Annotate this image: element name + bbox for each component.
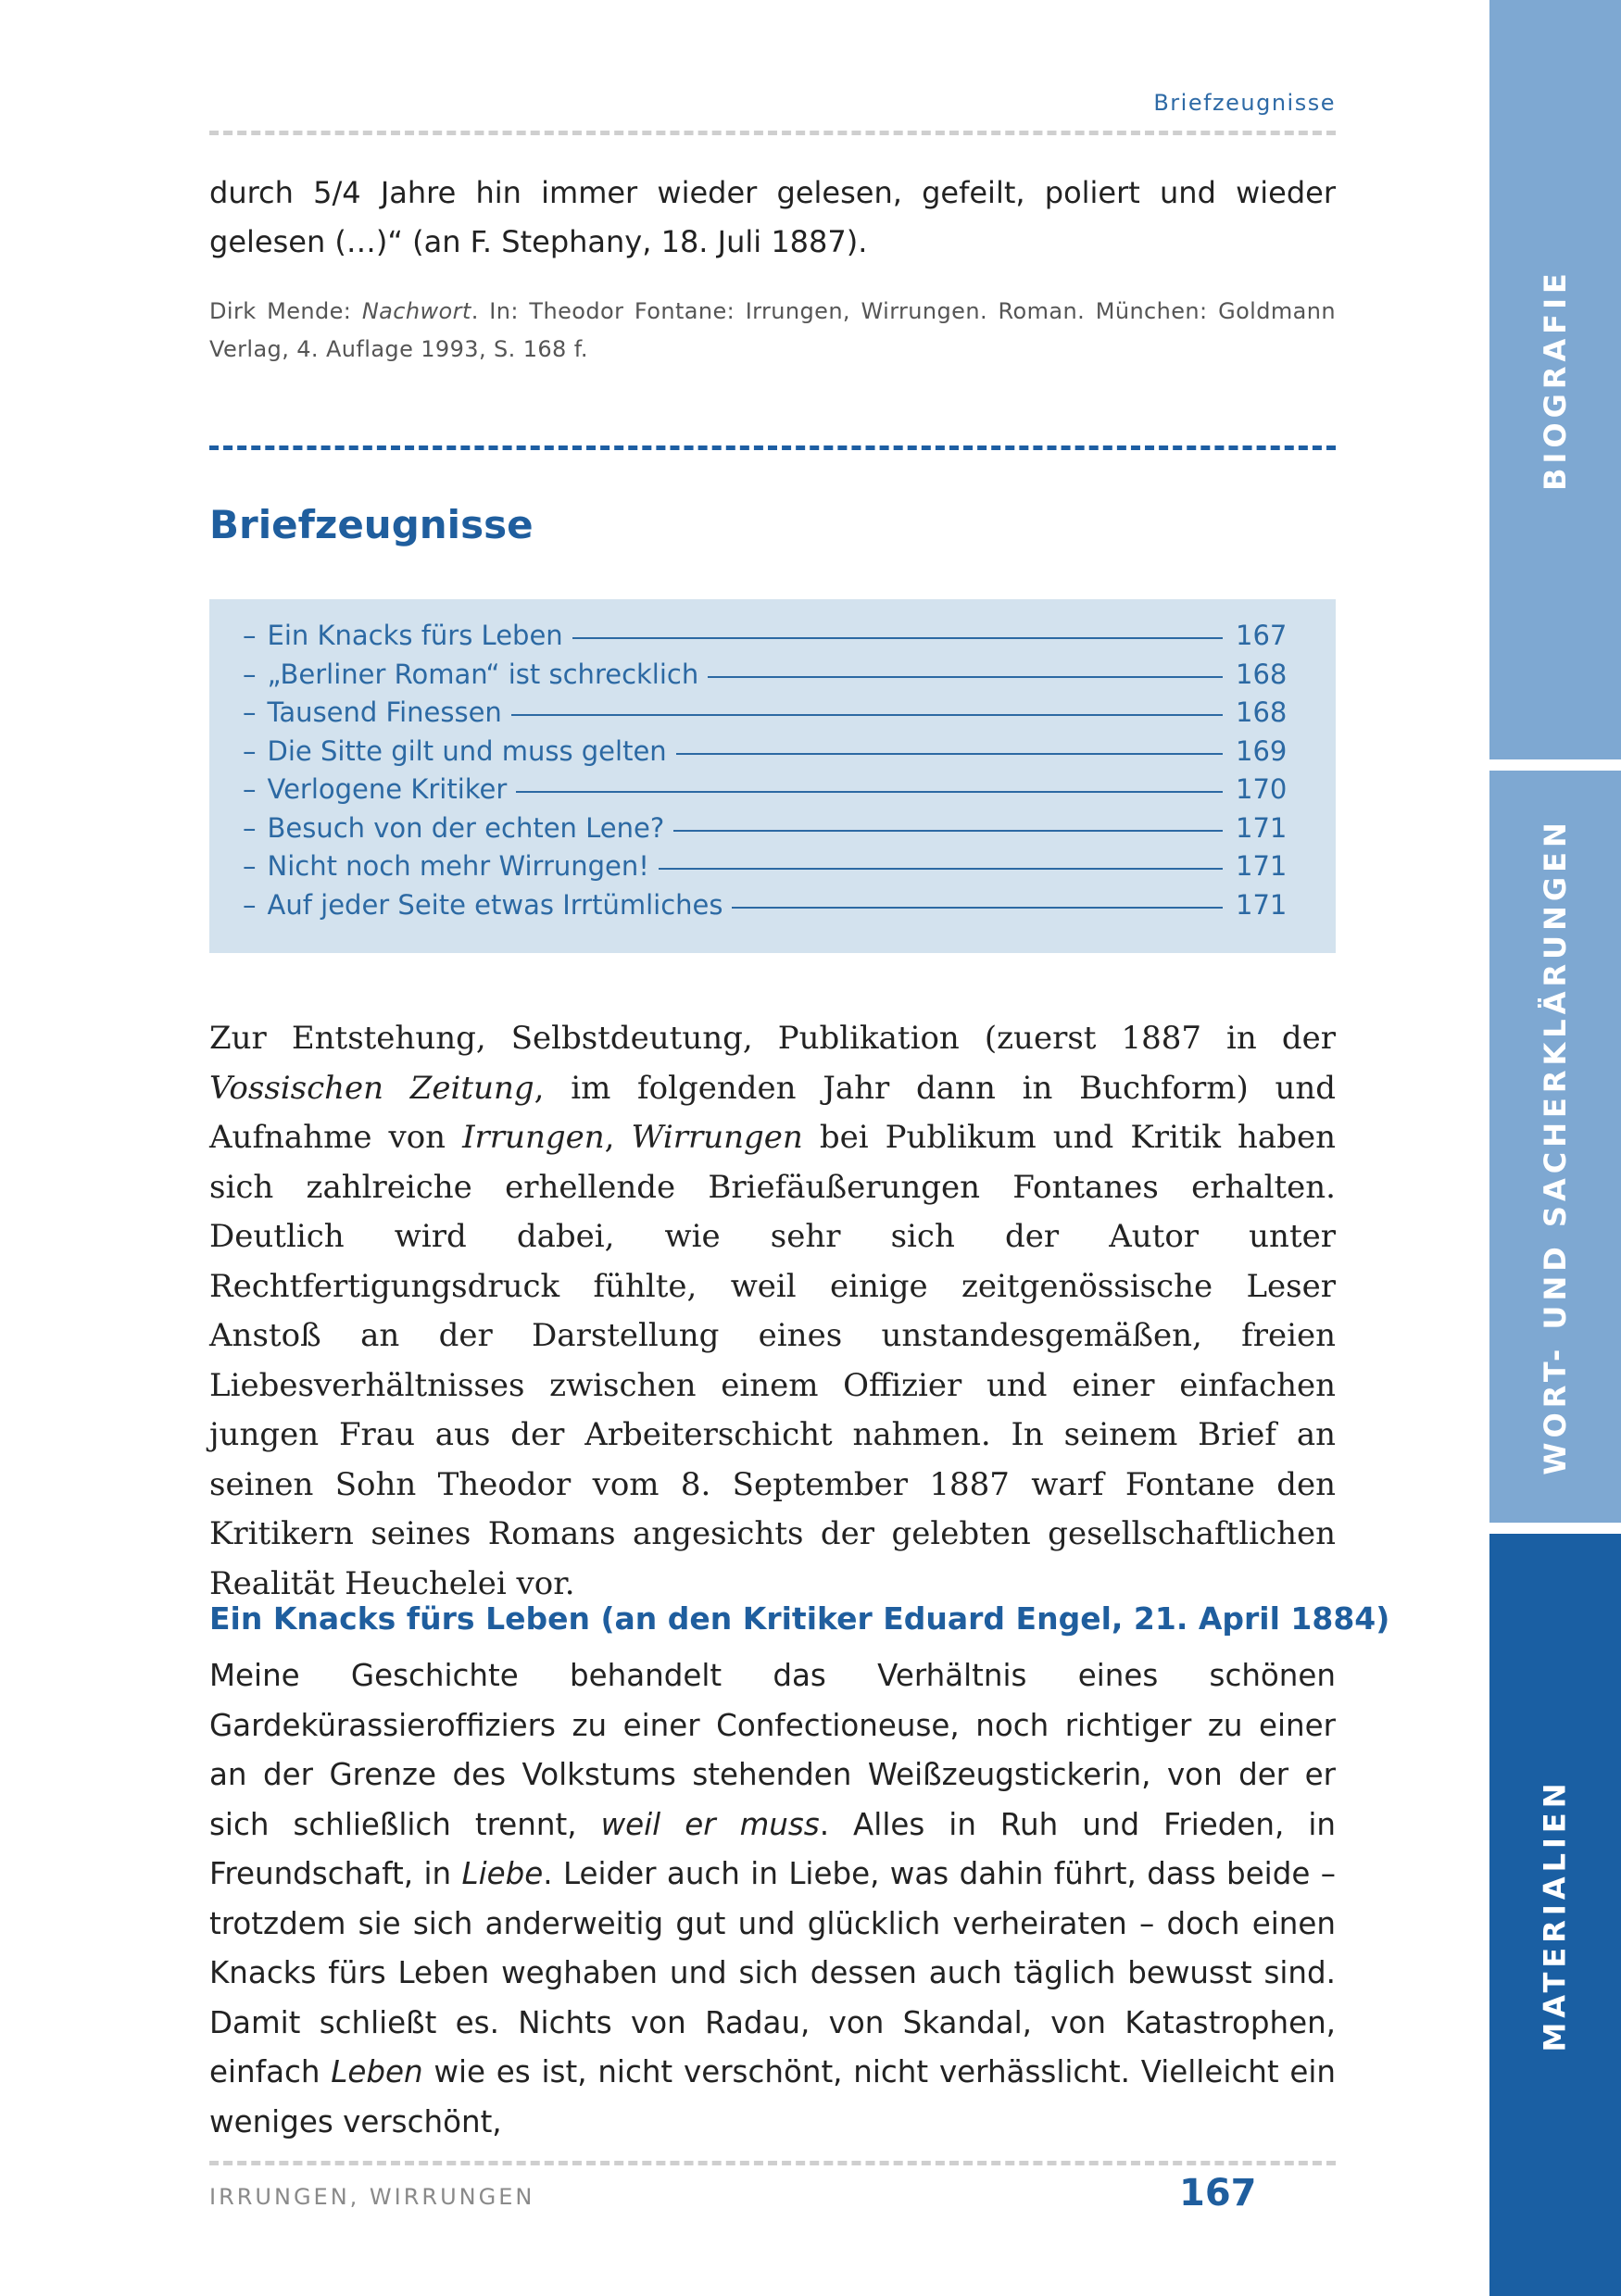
toc-item-label: Tausend Finessen [267,696,502,728]
toc-leader-line [708,676,1223,678]
toc-item[interactable] [243,888,1288,928]
tab-wort-und-sacherklaerungen[interactable] [1489,771,1621,1523]
tab-biografie-label: BIOGRAFIE [1538,269,1574,491]
text-run: wie es ist, nicht verschönt, nicht verhässlicht. Vielleicht ein weniges verschönt, [209,2054,1336,2139]
toc-dash: – [243,811,257,844]
toc-item-label: Nicht noch mehr Wirrungen! [267,850,649,882]
toc-item-label: Ein Knacks fürs Leben [267,620,563,651]
toc-page-number: 170 [1236,773,1288,805]
toc-leader-line [516,791,1223,793]
toc-list [243,620,1288,927]
toc-dash: – [243,696,257,728]
section-title: Briefzeugnisse [209,502,534,547]
toc-leader-line [659,868,1223,870]
toc-dash: – [243,773,257,805]
text-run: Meine Geschichte behandelt das Verhältnis eines schönen Gardekürassierofﬁziers zu einer Confectioneuse, noch richtiger zu einer an der Grenze des Volkstums stehenden Weißzeugstickerin, von der er sich schließlich trennt, [209,1658,1336,1842]
italic-run: Vossischen Zeitung [209,1069,534,1107]
page-number: 167 [1179,2172,1257,2214]
toc-leader-line [673,830,1223,832]
toc-item-label: Die Sitte gilt und muss gelten [267,734,667,767]
footer-divider [209,2161,1336,2165]
toc-dash: – [243,850,257,882]
toc-dash: – [243,888,257,921]
toc-leader-line [732,907,1223,909]
toc-item[interactable] [243,658,1288,697]
source-citation [209,293,1336,369]
toc-page-number: 171 [1236,811,1288,844]
toc-item[interactable] [243,773,1288,812]
text-run: . Leider auch in Liebe, was dahin führt, dass beide – trotzdem sie sich anderweitig gut und glücklich verheiraten – doch einen Knacks fürs Leben weghaben und sich dessen auch täglich bewusst sind. Damit schließt es. Nichts von Radau, von Skandal, von Katastrophen, einfach [209,1856,1336,2089]
text-run: , [604,1119,632,1156]
text-run: , im folgenden Jahr dann in Buchform) und Aufnahme von [209,1069,1336,1156]
letter-paragraph [209,1651,1336,2147]
italic-run: Irrungen [462,1119,605,1156]
toc-item-label: Auf jeder Seite etwas Irrtümliches [267,888,723,921]
italic-run: Wirrungen [631,1119,803,1156]
toc-page-number: 169 [1236,734,1288,767]
toc-item-label: „Berliner Roman“ ist schrecklich [267,658,699,690]
running-head: Briefzeugnisse [1153,90,1336,116]
toc-page-number: 167 [1236,620,1288,651]
tab-materialien-label: MATERIALIEN [1538,1777,1573,2052]
toc-item[interactable] [243,850,1288,889]
footer-book-title: IRRUNGEN, WIRRUNGEN [209,2184,535,2210]
section-divider [209,445,1336,450]
toc-page-number: 168 [1236,658,1288,690]
source-title: Nachwort [361,298,471,324]
toc-dash: – [243,620,257,651]
source-details: . In: Theodor Fontane: Irrungen, Wirrungen. Roman. München: Goldmann Verlag, 4. Auflage 1993, S. 168 f. [209,298,1336,362]
toc-item[interactable] [243,620,1288,659]
toc-item-label: Verlogene Kritiker [267,773,508,805]
tab-materialien[interactable] [1489,1534,1621,2296]
intro-paragraph [209,1014,1336,1609]
toc-item[interactable] [243,696,1288,735]
toc-leader-line [511,714,1223,716]
toc-leader-line [676,753,1223,755]
tab-wort-label: WORT- UND SACHERKLÄRUNGEN [1538,818,1573,1475]
toc-page-number: 171 [1236,888,1288,921]
intro-continuation: durch 5/4 Jahre hin immer wieder gelesen, gefeilt, poliert und wieder gelesen (…)“ (an F. Stephany, 18. Juli 1887). [209,175,1336,259]
table-of-contents [209,599,1336,953]
toc-dash: – [243,734,257,767]
toc-page-number: 171 [1236,850,1288,882]
source-author: Dirk Mende: [209,298,362,324]
toc-item-label: Besuch von der echten Lene? [267,811,665,844]
toc-page-number: 168 [1236,696,1288,728]
text-run: . Alles in Ruh und Frieden, in Freundschaft, in [209,1806,1336,1891]
header-divider [209,131,1336,135]
text-run: Zur Entstehung, Selbstdeutung, Publikation (zuerst 1887 in der [209,1020,1336,1057]
letter-heading: Ein Knacks fürs Leben (an den Kritiker Eduard Engel, 21. April 1884) [209,1600,1390,1637]
italic-run: Leben [331,2054,423,2089]
italic-run: weil er muss [600,1806,820,1842]
toc-leader-line [572,637,1223,639]
tab-biografie[interactable] [1489,0,1621,759]
toc-item[interactable] [243,811,1288,851]
italic-run: Liebe [461,1856,544,1891]
toc-dash: – [243,658,257,690]
text-run: bei Publikum und Kritik haben sich zahlreiche erhellende Briefäußerungen Fontanes erhalten. Deutlich wird dabei, wie sehr sich der Autor unter Rechtfertigungsdruck fühlte, weil einige zeitgenössische Leser Anstoß an der Darstellung eines unstandesgemäßen, freien Liebesverhältnisses zwischen einem Offizier und einer einfachen jungen Frau aus der Arbeiterschicht nahmen. In seinem Brief an seinen Sohn Theodor vom 8. September 1887 warf Fontane den Kritikern seines Romans angesichts der gelebten gesellschaftlichen Realität Heuchelei vor. [209,1119,1336,1602]
toc-item[interactable] [243,734,1288,774]
